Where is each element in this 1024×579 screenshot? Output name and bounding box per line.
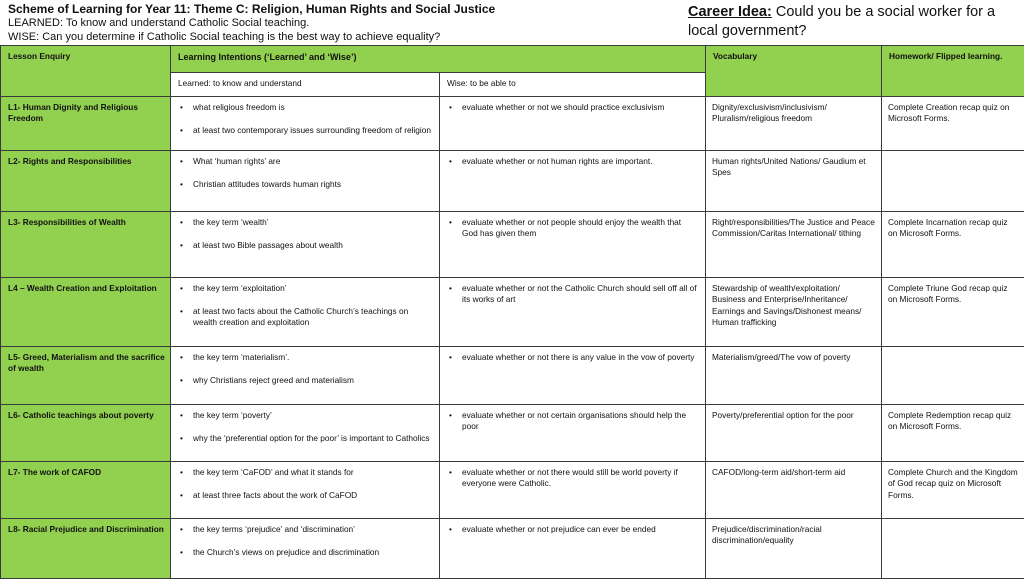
table-header-row <box>1 46 1024 73</box>
wise-bullet-list <box>440 212 705 240</box>
vocabulary-cell: CAFOD/long-term aid/short-term aid <box>706 462 882 519</box>
wise-intentions-cell <box>440 519 706 579</box>
bullet-item: • why the ‘preferential option for the poor’ is important to Catholics <box>193 433 433 444</box>
subheader-learned: Learned: to know and understand <box>171 73 440 97</box>
header-learning-intentions: Learning Intentions (‘Learned’ and ‘Wise’) <box>171 46 706 73</box>
homework-cell: Complete Redemption recap quiz on Microsoft Forms. <box>882 405 1024 462</box>
homework-cell <box>882 151 1024 212</box>
bullet-item: • evaluate whether or not there would still be world poverty if everyone were Catholic. <box>462 467 699 490</box>
learned-intentions-cell <box>171 462 440 519</box>
table-row <box>1 97 1024 151</box>
lesson-enquiry-cell: L6- Catholic teachings about poverty <box>1 405 171 462</box>
table-row <box>1 151 1024 212</box>
lesson-enquiry-cell: L8- Racial Prejudice and Discrimination <box>1 519 171 579</box>
bullet-item: • what religious freedom is <box>193 102 433 113</box>
subheader-wise: Wise: to be able to <box>440 73 706 97</box>
career-idea <box>688 3 1018 41</box>
bullet-item: • Christian attitudes towards human rights <box>193 179 433 190</box>
career-idea-label: Career Idea: <box>688 4 772 20</box>
bullet-item: • the key term ‘exploitation’ <box>193 283 433 294</box>
wise-intentions-cell <box>440 212 706 278</box>
vocabulary-cell: Materialism/greed/The vow of poverty <box>706 347 882 405</box>
table-row <box>1 405 1024 462</box>
lesson-enquiry-cell: L5- Greed, Materialism and the sacrifice of wealth <box>1 347 171 405</box>
homework-cell: Complete Incarnation recap quiz on Microsoft Forms. <box>882 212 1024 278</box>
bullet-item: • at least two facts about the Catholic Church’s teachings on wealth creation and exploitation <box>193 306 433 329</box>
homework-cell: Complete Triune God recap quiz on Microsoft Forms. <box>882 278 1024 347</box>
lesson-enquiry-cell: L1- Human Dignity and Religious Freedom <box>1 97 171 151</box>
learned-bullet-list <box>171 97 439 136</box>
bullet-item: • the key term ‘CaFOD’ and what it stands for <box>193 467 433 478</box>
learned-intentions-cell <box>171 405 440 462</box>
lesson-enquiry-cell: L7- The work of CAFOD <box>1 462 171 519</box>
vocabulary-cell: Stewardship of wealth/exploitation/ Business and Enterprise/Inheritance/ Earnings and Savings/Dishonest means/ Human trafficking <box>706 278 882 347</box>
learned-bullet-list <box>171 212 439 251</box>
bullet-item: • the key term ‘wealth’ <box>193 217 433 228</box>
wise-intentions-cell <box>440 405 706 462</box>
learned-intentions-cell <box>171 519 440 579</box>
document-header <box>8 2 668 44</box>
wise-intentions-cell <box>440 278 706 347</box>
table-row <box>1 347 1024 405</box>
bullet-item: • evaluate whether or not we should practice exclusivism <box>462 102 699 113</box>
learned-intentions-cell <box>171 347 440 405</box>
bullet-item: • at least three facts about the work of CaFOD <box>193 490 433 501</box>
wise-intentions-cell <box>440 347 706 405</box>
learned-bullet-list <box>171 519 439 558</box>
bullet-item: • the Church’s views on prejudice and discrimination <box>193 547 433 558</box>
bullet-item: • the key term ‘materialism’. <box>193 352 433 363</box>
vocabulary-cell: Poverty/preferential option for the poor <box>706 405 882 462</box>
table-body <box>1 97 1024 579</box>
learned-bullet-list <box>171 462 439 501</box>
table-row <box>1 462 1024 519</box>
wise-statement: WISE: Can you determine if Catholic Social teaching is the best way to achieve equality? <box>8 30 668 44</box>
bullet-item: • evaluate whether or not the Catholic Church should sell off all of its works of art <box>462 283 699 306</box>
wise-bullet-list <box>440 462 705 490</box>
vocabulary-cell: Right/responsibilities/The Justice and Peace Commission/Caritas International/ tithing <box>706 212 882 278</box>
bullet-item: • at least two Bible passages about wealth <box>193 240 433 251</box>
homework-cell <box>882 347 1024 405</box>
wise-bullet-list <box>440 519 705 535</box>
table-row <box>1 519 1024 579</box>
bullet-item: • at least two contemporary issues surrounding freedom of religion <box>193 125 433 136</box>
wise-intentions-cell <box>440 151 706 212</box>
bullet-item: • evaluate whether or not people should enjoy the wealth that God has given them <box>462 217 699 240</box>
bullet-item: • evaluate whether or not there is any value in the vow of poverty <box>462 352 699 363</box>
wise-bullet-list <box>440 405 705 433</box>
wise-intentions-cell <box>440 462 706 519</box>
wise-bullet-list <box>440 347 705 363</box>
bullet-item: • evaluate whether or not human rights are important. <box>462 156 699 167</box>
homework-cell: Complete Creation recap quiz on Microsoft Forms. <box>882 97 1024 151</box>
learned-intentions-cell <box>171 151 440 212</box>
scheme-table <box>0 45 1024 579</box>
learned-intentions-cell <box>171 212 440 278</box>
learned-bullet-list <box>171 151 439 190</box>
wise-intentions-cell <box>440 97 706 151</box>
learned-bullet-list <box>171 405 439 444</box>
table-row <box>1 212 1024 278</box>
bullet-item: • the key terms ‘prejudice’ and ‘discrimination’ <box>193 524 433 535</box>
document-title: Scheme of Learning for Year 11: Theme C: Religion, Human Rights and Social Justice <box>8 2 668 16</box>
wise-bullet-list <box>440 278 705 306</box>
learned-intentions-cell <box>171 278 440 347</box>
lesson-enquiry-cell: L4 – Wealth Creation and Exploitation <box>1 278 171 347</box>
learned-statement: LEARNED: To know and understand Catholic Social teaching. <box>8 16 668 30</box>
wise-bullet-list <box>440 151 705 167</box>
bullet-item: • evaluate whether or not prejudice can ever be ended <box>462 524 699 535</box>
vocabulary-cell: Dignity/exclusivism/inclusivism/ Pluralism/religious freedom <box>706 97 882 151</box>
lesson-enquiry-cell: L3- Responsibilities of Wealth <box>1 212 171 278</box>
header-homework: Homework/ Flipped learning. <box>882 46 1024 97</box>
bullet-item: • why Christians reject greed and materialism <box>193 375 433 386</box>
vocabulary-cell: Human rights/United Nations/ Gaudium et Spes <box>706 151 882 212</box>
bullet-item: • What ‘human rights’ are <box>193 156 433 167</box>
homework-cell <box>882 519 1024 579</box>
bullet-item: • evaluate whether or not certain organisations should help the poor <box>462 410 699 433</box>
homework-cell: Complete Church and the Kingdom of God recap quiz on Microsoft Forms. <box>882 462 1024 519</box>
learned-intentions-cell <box>171 97 440 151</box>
lesson-enquiry-cell: L2- Rights and Responsibilities <box>1 151 171 212</box>
learned-bullet-list <box>171 278 439 329</box>
wise-bullet-list <box>440 97 705 113</box>
header-vocabulary: Vocabulary <box>706 46 882 97</box>
career-idea-text: Could you be a social worker for a local government? <box>688 4 995 39</box>
bullet-item: • the key term ‘poverty’ <box>193 410 433 421</box>
header-lesson-enquiry: Lesson Enquiry <box>1 46 171 97</box>
vocabulary-cell: Prejudice/discrimination/racial discrimination/equality <box>706 519 882 579</box>
table-row <box>1 278 1024 347</box>
learned-bullet-list <box>171 347 439 386</box>
